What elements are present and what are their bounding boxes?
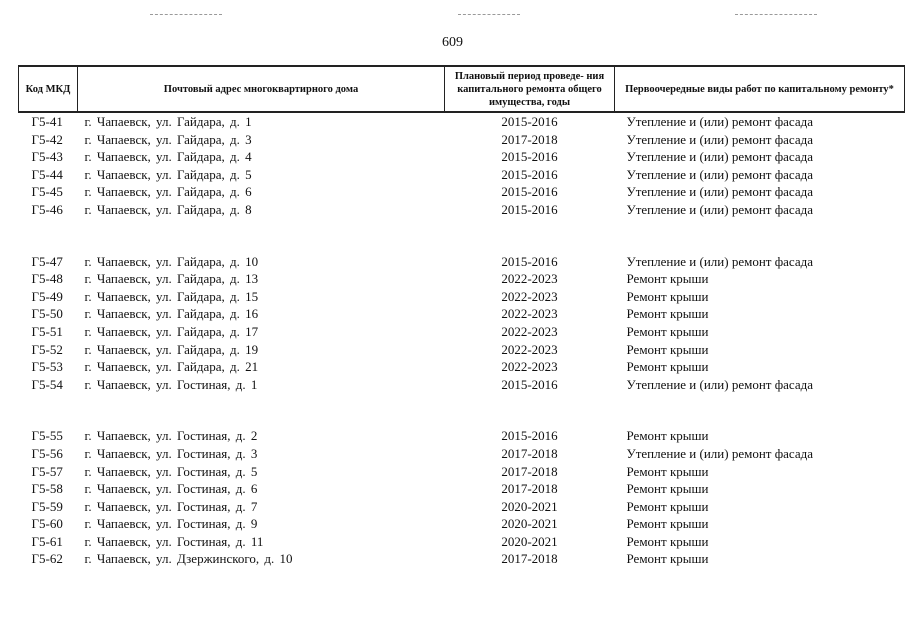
table-row: [19, 550, 905, 568]
cell-period: 2020-2021: [501, 498, 558, 514]
header-address: Почтовый адрес многоквартирного дома: [78, 66, 445, 112]
cell-code: Г5-59: [31, 498, 63, 514]
page-number: 609: [442, 35, 463, 50]
cell-code: Г5-41: [31, 114, 63, 129]
cell-address: г. Чапаевск, ул. Гайдара, д. 16: [84, 306, 259, 322]
cell-works: Утепление и (или) ремонт фасада: [626, 184, 813, 200]
cell-address: г. Чапаевск, ул. Гайдара, д. 21: [84, 359, 259, 375]
cell-code: Г5-50: [31, 306, 63, 322]
cell-period: 2015-2016: [501, 166, 558, 182]
cell-address: г. Чапаевск, ул. Гайдара, д. 15: [84, 288, 259, 304]
table-row: [19, 498, 905, 516]
table-row: [19, 480, 905, 498]
cell-code: Г5-58: [31, 481, 63, 497]
cell-period: 2017-2018: [501, 131, 558, 147]
cell-period: 2022-2023: [501, 359, 558, 375]
row-spacer: [19, 219, 905, 253]
cell-address: г. Чапаевск, ул. Гайдара, д. 10: [84, 253, 259, 269]
cell-code: Г5-54: [31, 376, 63, 392]
table-row: [19, 148, 905, 166]
cell-code: Г5-60: [31, 516, 63, 532]
cell-period: 2017-2018: [501, 481, 558, 497]
cell-period: 2015-2016: [501, 376, 558, 392]
header-row: [19, 66, 905, 112]
cell-code: Г5-62: [31, 551, 63, 567]
cell-works: Ремонт крыши: [626, 341, 709, 357]
cell-address: г. Чапаевск, ул. Гайдара, д. 4: [84, 149, 252, 165]
table-row: [19, 166, 905, 184]
cell-period: 2022-2023: [501, 271, 558, 287]
cell-works: Ремонт крыши: [626, 498, 709, 514]
cell-address: г. Чапаевск, ул. Гайдара, д. 19: [84, 341, 259, 357]
cell-period: 2020-2021: [501, 516, 558, 532]
cell-code: Г5-56: [31, 445, 63, 461]
cell-code: Г5-52: [31, 341, 63, 357]
cell-works: Утепление и (или) ремонт фасада: [626, 114, 813, 129]
cell-period: 2015-2016: [501, 428, 558, 444]
cell-code: Г5-49: [31, 288, 63, 304]
spacer-cell: [19, 219, 905, 253]
table-row: [19, 270, 905, 288]
cell-works: Ремонт крыши: [626, 481, 709, 497]
cell-address: г. Чапаевск, ул. Гостиная, д. 1: [84, 376, 258, 392]
table-row: [19, 112, 905, 131]
cell-code: Г5-61: [31, 533, 63, 549]
row-spacer: [19, 393, 905, 427]
cell-works: Ремонт крыши: [626, 533, 709, 549]
header-code: Код МКД: [19, 66, 78, 112]
table-row: [19, 253, 905, 271]
table-row: [19, 427, 905, 445]
cell-works: Утепление и (или) ремонт фасада: [626, 201, 813, 217]
cell-period: 2017-2018: [501, 551, 558, 567]
scan-artifact-line: [458, 14, 520, 15]
table-row: [19, 358, 905, 376]
cell-period: 2022-2023: [501, 341, 558, 357]
cell-works: Ремонт крыши: [626, 288, 709, 304]
table-row: [19, 288, 905, 306]
cell-works: Ремонт крыши: [626, 516, 709, 532]
cell-address: г. Чапаевск, ул. Дзержинского, д. 10: [84, 551, 293, 567]
table-row: [19, 201, 905, 219]
cell-works: Ремонт крыши: [626, 359, 709, 375]
cell-address: г. Чапаевск, ул. Гайдара, д. 5: [84, 166, 252, 182]
header-period: Плановый период проведе- ния капитального ремонта общего имущества, годы: [445, 66, 615, 112]
cell-address: г. Чапаевск, ул. Гайдара, д. 6: [84, 184, 252, 200]
table-header: [19, 66, 905, 112]
cell-works: Утепление и (или) ремонт фасада: [626, 131, 813, 147]
cell-works: Утепление и (или) ремонт фасада: [626, 376, 813, 392]
cell-code: Г5-57: [31, 463, 63, 479]
scan-artifact-line: [735, 14, 817, 15]
cell-address: г. Чапаевск, ул. Гостиная, д. 7: [84, 498, 258, 514]
cell-period: 2015-2016: [501, 253, 558, 269]
cell-period: 2015-2016: [501, 201, 558, 217]
cell-works: Утепление и (или) ремонт фасада: [626, 445, 813, 461]
cell-address: г. Чапаевск, ул. Гайдара, д. 8: [84, 201, 252, 217]
table-row: [19, 131, 905, 149]
table-row: [19, 463, 905, 481]
cell-address: г. Чапаевск, ул. Гостиная, д. 11: [84, 533, 264, 549]
cell-works: Ремонт крыши: [626, 428, 709, 444]
cell-works: Ремонт крыши: [626, 463, 709, 479]
cell-code: Г5-53: [31, 359, 63, 375]
cell-period: 2020-2021: [501, 533, 558, 549]
cell-period: 2022-2023: [501, 306, 558, 322]
cell-code: Г5-46: [31, 201, 63, 217]
table-row: [19, 445, 905, 463]
cell-code: Г5-55: [31, 428, 63, 444]
cell-address: г. Чапаевск, ул. Гостиная, д. 9: [84, 516, 258, 532]
table-row: [19, 305, 905, 323]
cell-address: г. Чапаевск, ул. Гайдара, д. 1: [84, 114, 252, 129]
table-body: [19, 112, 905, 568]
cell-works: Утепление и (или) ремонт фасада: [626, 166, 813, 182]
cell-code: Г5-47: [31, 253, 63, 269]
cell-address: г. Чапаевск, ул. Гостиная, д. 2: [84, 428, 258, 444]
header-works: Первоочередные виды работ по капитальному ремонту*: [615, 66, 905, 112]
spacer-cell: [19, 393, 905, 427]
cell-works: Ремонт крыши: [626, 306, 709, 322]
cell-period: 2022-2023: [501, 323, 558, 339]
table-row: [19, 376, 905, 394]
cell-period: 2015-2016: [501, 114, 558, 129]
cell-works: Ремонт крыши: [626, 271, 709, 287]
table-row: [19, 323, 905, 341]
cell-address: г. Чапаевск, ул. Гайдара, д. 17: [84, 323, 259, 339]
cell-code: Г5-44: [31, 166, 63, 182]
cell-works: Ремонт крыши: [626, 323, 709, 339]
repair-schedule-table: [18, 65, 905, 568]
table-row: [19, 515, 905, 533]
cell-code: Г5-42: [31, 131, 63, 147]
cell-period: 2017-2018: [501, 445, 558, 461]
cell-works: Утепление и (или) ремонт фасада: [626, 253, 813, 269]
cell-address: г. Чапаевск, ул. Гостиная, д. 3: [84, 445, 258, 461]
table-row: [19, 183, 905, 201]
table-row: [19, 533, 905, 551]
cell-code: Г5-48: [31, 271, 63, 287]
cell-period: 2015-2016: [501, 184, 558, 200]
cell-address: г. Чапаевск, ул. Гайдара, д. 13: [84, 271, 259, 287]
cell-period: 2017-2018: [501, 463, 558, 479]
cell-address: г. Чапаевск, ул. Гостиная, д. 6: [84, 481, 258, 497]
cell-code: Г5-45: [31, 184, 63, 200]
cell-period: 2015-2016: [501, 149, 558, 165]
cell-code: Г5-43: [31, 149, 63, 165]
cell-period: 2022-2023: [501, 288, 558, 304]
cell-works: Ремонт крыши: [626, 551, 709, 567]
cell-works: Утепление и (или) ремонт фасада: [626, 149, 813, 165]
scan-artifact-line: [150, 14, 222, 15]
cell-code: Г5-51: [31, 323, 63, 339]
cell-address: г. Чапаевск, ул. Гайдара, д. 3: [84, 131, 252, 147]
table-row: [19, 341, 905, 359]
cell-address: г. Чапаевск, ул. Гостиная, д. 5: [84, 463, 258, 479]
